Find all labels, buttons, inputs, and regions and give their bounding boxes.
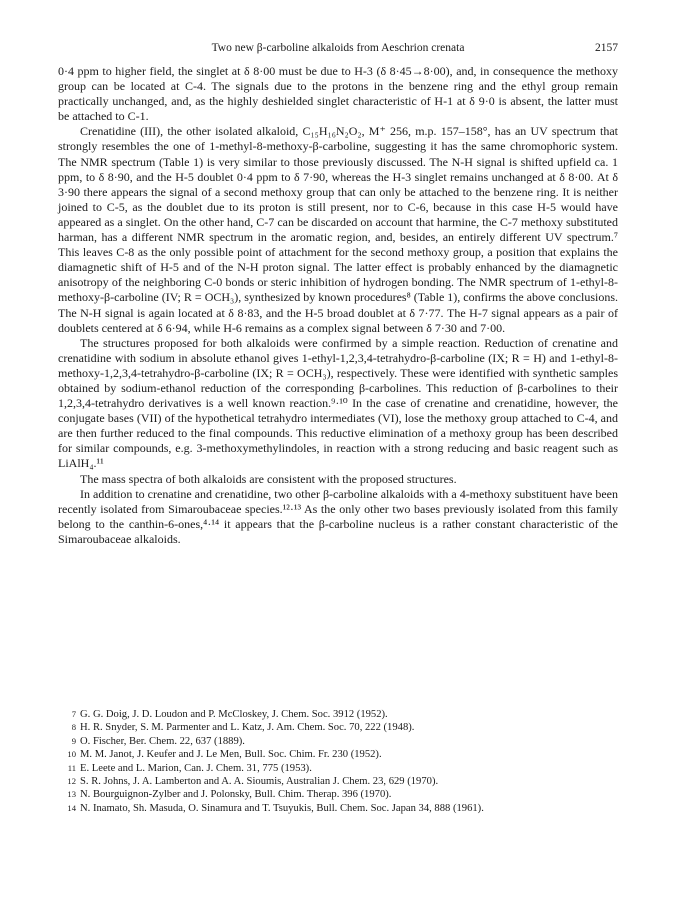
page-number: 2157 [595,42,618,54]
reference-item [58,802,618,815]
reference-item [58,748,618,761]
reference-number: 11 [67,762,76,773]
reference-item [58,762,618,775]
reference-text: E. Leete and L. Marion, Can. J. Chem. 31, 775 (1953). [80,762,312,774]
reference-item [58,788,618,801]
reference-text: M. M. Janot, J. Keufer and J. Le Men, Bull. Soc. Chim. Fr. 230 (1952). [80,749,382,761]
reference-item [58,775,618,788]
reference-text: S. R. Johns, J. A. Lamberton and A. A. Sioumis, Australian J. Chem. 23, 629 (1970). [80,776,439,788]
paragraph: In addition to crenatine and crenatidine, two other β-carboline alkaloids with a 4-methoxy substituent have been recently isolated from Simaroubaceae species.¹²·¹³ As the only other two bases previously isolated from this family belong to the canthin-6-ones,⁴·¹⁴ it appears that the β-carboline nucleus is a rather constant characteristic of the Simaroubaceae alkaloids. [58,486,618,546]
running-header [58,42,618,60]
reference-text: G. G. Doig, J. D. Loudon and P. McCloskey, J. Chem. Soc. 3912 (1952). [80,709,388,720]
reference-text: N. Bourguignon-Zylber and J. Polonsky, Bull. Chim. Therap. 396 (1970). [80,789,392,801]
footnote-references [58,708,618,815]
paragraph: The structures proposed for both alkaloids were confirmed by a simple reaction. Reduction of crenatine and crenatidine with sodium in absolute ethanol gives 1-ethyl-1,2,3,4-tetrahydro-β-carboline (IX; R = H) and 1-ethyl-8-methoxy-1,2,3,4-tetrahydro-β-carboline (IX; R = OCH₃), respectively. These were identified with synthetic samples obtained by sodium-ethanol reduction of the corresponding β-carbolines. This reduction of β-carbolines to their 1,2,3,4-tetrahydro derivatives is a well known reaction.⁹·¹⁰ In the case of crenatine and crenatidine, however, the conjugate bases (VII) of the hypothetical tetrahydro intermediates (VI), lose the methoxy group attached to C-4, and are then further reduced to the final compounds. This reductive elimination of a methoxy group has been described for similar compounds, e.g. 3-methoxymethylindoles, in reaction with a strong reducing and basic reagent such as LiAlH₄.¹¹ [58,335,618,471]
reference-number: 14 [67,802,76,813]
reference-number: 7 [71,709,76,719]
reference-number: 13 [67,789,76,800]
reference-text: N. Inamato, Sh. Masuda, O. Sinamura and T. Tsuyukis, Bull. Chem. Soc. Japan 34, 888 (1961). [80,802,484,814]
reference-number: 9 [71,735,76,746]
reference-item [58,708,618,721]
reference-text: O. Fischer, Ber. Chem. 22, 637 (1889). [80,735,245,747]
paragraph: Crenatidine (III), the other isolated alkaloid, C₁₅H₁₆N₂O₂, M⁺ 256, m.p. 157–158°, has an UV spectrum that strongly resembles the one of 1-methyl-8-methoxy-β-carboline, suggesting it has the same chromophoric system. The NMR spectrum (Table 1) is very similar to those previously discussed. The N-H signal is shifted upfield ca. 1 ppm, to δ 8·90, and the H-5 doublet 0·4 ppm to δ 7·90, whereas the H-3 singlet remains unchanged at δ 8·00. At δ 3·90 there appears the signal of a second methoxy group that can only be attached to the benzene ring. It is neither joined to C-5, as the doublet due to its proton is still present, nor to C-6, because in this case H-5 would have appeared as a singlet. On the other hand, C-7 can be discarded on account that harmine, the C-7 methoxy substituted harman, has a different NMR spectrum in the aromatic region, and, besides, an entirely different UV spectrum.⁷ This leaves C-8 as the only possible point of attachment for the second methoxy group, a position that explains the diamagnetic shift of H-5 and of the N-H proton signal. The latter effect is probably enhanced by the diamagnetic anisotropy of the neighboring C-0 bonds or steric inhibition of hydrogen bonding. The NMR spectrum of 1-ethyl-8-methoxy-β-carboline (IV; R = OCH₃), synthesized by known procedures⁸ (Table 1), confirms the above conclusions. The N-H signal is again located at δ 8·83, and the H-5 broad doublet at δ 7·77. The H-7 signal appears as a pair of doublets centered at δ 6·94, while H-6 remains as a complex signal between δ 7·30 and 7·00. [58,124,618,335]
paragraph: The mass spectra of both alkaloids are consistent with the proposed structures. [80,471,457,486]
reference-item [58,721,618,734]
body-text [58,64,618,547]
reference-text: H. R. Snyder, S. M. Parmenter and L. Katz, J. Am. Chem. Soc. 70, 222 (1948). [80,722,415,734]
paragraph: 0·4 ppm to higher field, the singlet at δ 8·00 must be due to H-3 (δ 8·45→8·00), and, in consequence the methoxy group can be located at C-4. The signals due to the protons in the benzene ring and the ethyl group remain practically unchanged, and, as the highly deshielded singlet characteristic of H-1 at δ 9·0 is absent, the latter must be attached to C-1. [58,64,618,124]
reference-number: 12 [67,776,76,787]
reference-number: 10 [67,749,76,760]
reference-number: 8 [71,722,76,733]
running-title: Two new β-carboline alkaloids from Aeschrion crenata [211,42,465,54]
reference-item [58,735,618,748]
